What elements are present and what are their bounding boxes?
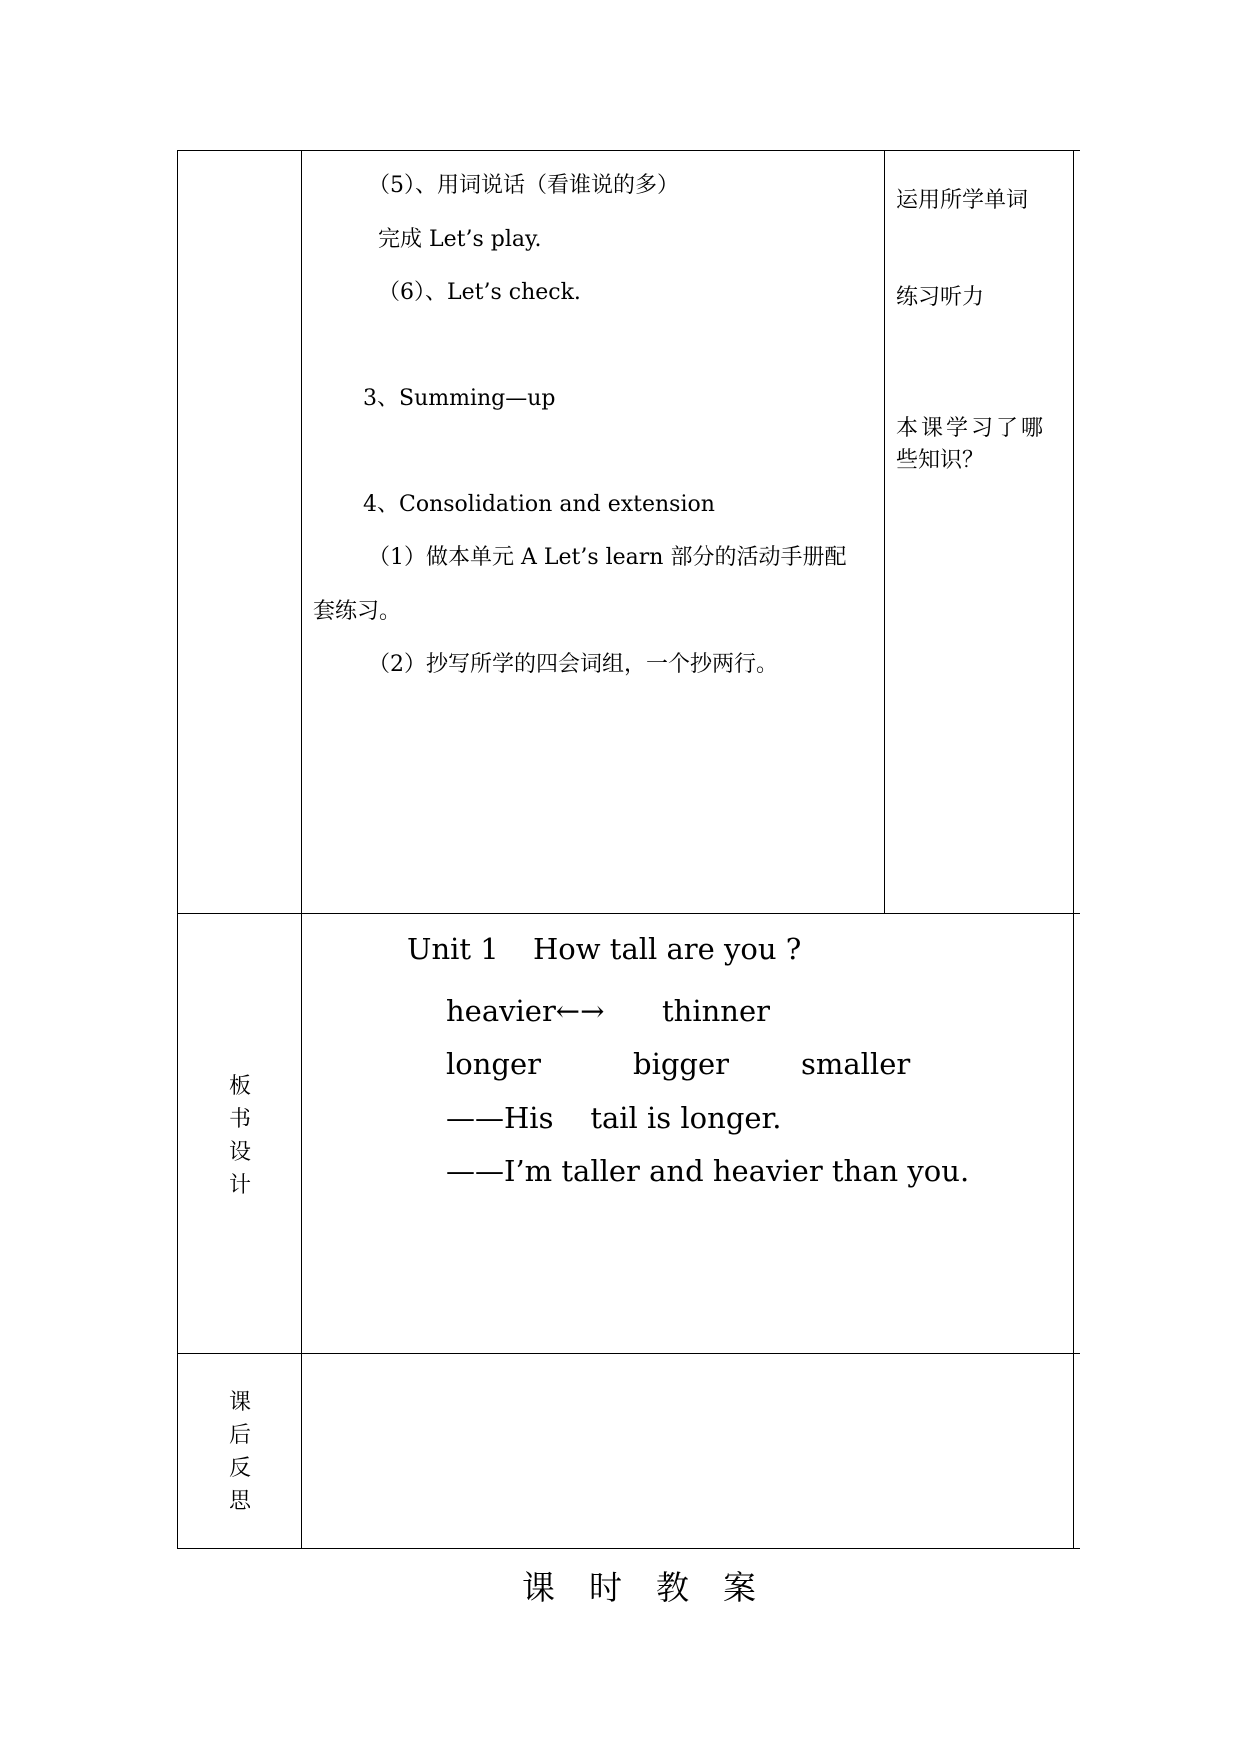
process-homework-1: （1）做本单元 A Let’s learn 部分的活动手册配: [368, 545, 847, 570]
label-column-divider: [301, 150, 302, 1549]
intent-use-words: 运用所学单词: [896, 188, 1029, 213]
board-sentence-1: ——His tail is longer.: [446, 1101, 782, 1135]
intent-listening: 练习听力: [896, 285, 985, 310]
process-summing-up: 3、Summing—up: [363, 386, 556, 411]
reflection-label: 课后反思: [228, 1390, 251, 1514]
row-divider-1: [177, 913, 1080, 914]
table-top-border: [177, 150, 1080, 151]
process-consolidation: 4、Consolidation and extension: [363, 492, 715, 517]
row-divider-2: [177, 1353, 1080, 1354]
process-homework-1-cont: 套练习。: [313, 599, 402, 624]
table-right-border: [1073, 150, 1074, 1549]
board-word-longer: longer: [446, 1047, 542, 1081]
intent-column-divider: [884, 150, 885, 913]
footer-title: 课时教案: [522, 1568, 790, 1607]
board-word-heavier: heavier←→: [446, 994, 605, 1028]
board-word-smaller: smaller: [801, 1047, 911, 1081]
board-unit: Unit 1: [407, 932, 499, 966]
process-lets-play: 完成 Let’s play.: [378, 227, 542, 252]
table-bottom-border: [177, 1548, 1080, 1549]
intent-review-1: 本课学习了哪: [896, 416, 1047, 441]
board-word-thinner: thinner: [662, 994, 770, 1028]
intent-review-2: 些知识？: [896, 448, 985, 473]
board-title: How tall are you ?: [533, 932, 802, 966]
process-step-5: （5）、用词说话（看谁说的多）: [368, 173, 679, 198]
process-homework-2: （2）抄写所学的四会词组，一个抄两行。: [368, 652, 778, 677]
board-sentence-2: ——I’m taller and heavier than you.: [446, 1154, 970, 1188]
board-word-bigger: bigger: [633, 1047, 729, 1081]
process-step-6: （6）、Let’s check.: [378, 280, 581, 305]
table-left-border: [177, 150, 178, 1549]
board-design-label: 板书设计: [228, 1074, 251, 1198]
